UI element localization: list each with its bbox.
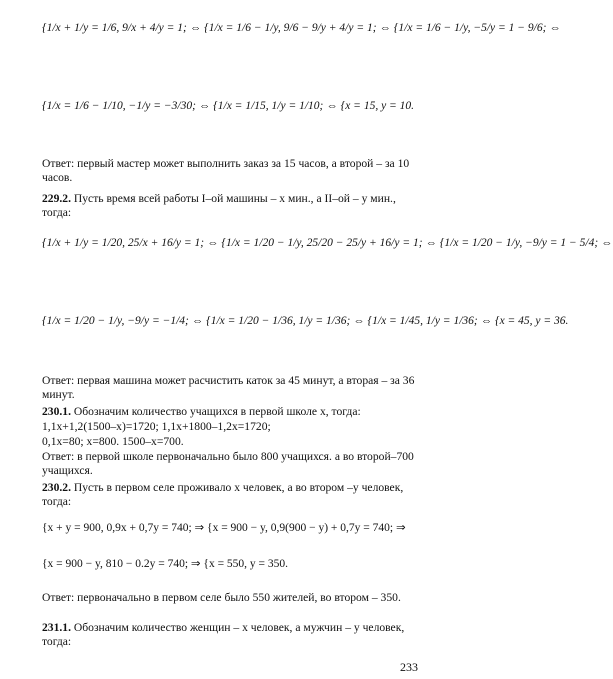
problem-number: 231.1. bbox=[42, 621, 71, 634]
equation-row: {x = 900 − y, 810 − 0.2y = 740; ⇒ {x = 550, y = 350. bbox=[42, 558, 289, 570]
problem-number: 230.2. bbox=[42, 481, 71, 494]
problem-text: Обозначим количество женщин – x человек, а мужчин – y человек, тогда: bbox=[42, 621, 405, 648]
answer-229-2: Ответ: первая машина может расчистить каток за 45 минут, а вторая – за 36 минут. bbox=[42, 374, 415, 401]
equation-row: {1/x + 1/y = 1/20, 25/x + 16/y = 1; ⇔ {1/x = 1/20 − 1/y, 25/20 − 25/y + 16/y = 1; ⇔ {1/x = 1/20 − 1/y, −9/y = 1 − 5/4; ⇔ bbox=[42, 237, 613, 249]
calculation-line: 1,1x+1,2(1500–x)=1720; 1,1x+1800–1,2x=1720; bbox=[42, 420, 271, 433]
problem-231-1 bbox=[42, 621, 420, 649]
problem-text: Обозначим количество учащихся в первой школе x, тогда: bbox=[73, 405, 361, 418]
answer-230-1: Ответ: в первой школе первоначально было 800 учащихся. а во второй–700 учащихся. bbox=[42, 450, 414, 477]
answer-229-1: Ответ: первый мастер может выполнить заказ за 15 часов, а второй – за 10 часов. bbox=[42, 157, 410, 184]
problem-230-2 bbox=[42, 481, 420, 509]
problem-number: 229.2. bbox=[42, 192, 71, 205]
problem-text: Пусть время всей работы I–ой машины – x мин., а II–ой – y мин., тогда: bbox=[42, 192, 396, 219]
problem-text: Пусть в первом селе проживало x человек, а во втором –y человек, тогда: bbox=[42, 481, 404, 508]
problem-229-2 bbox=[42, 192, 420, 220]
calculation-line: 0,1x=80; x=800. 1500–x=700. bbox=[42, 435, 184, 448]
answer-230-2: Ответ: первоначально в первом селе было 550 жителей, во втором – 350. bbox=[42, 591, 401, 604]
equation-row: {x + y = 900, 0,9x + 0,7y = 740; ⇒ {x = 900 − y, 0,9(900 − y) + 0,7y = 740; ⇒ bbox=[42, 522, 406, 534]
problem-number: 230.1. bbox=[42, 405, 71, 418]
equation-row: {1/x = 1/20 − 1/y, −9/y = −1/4; ⇔ {1/x = 1/20 − 1/36, 1/y = 1/36; ⇔ {1/x = 1/45, 1/y = 1/36; ⇔ {x = 45, y = 36. bbox=[42, 315, 569, 327]
equation-row: {1/x = 1/6 − 1/10, −1/y = −3/30; ⇔ {1/x = 1/15, 1/y = 1/10; ⇔ {x = 15, y = 10. bbox=[42, 100, 415, 112]
problem-230-1 bbox=[42, 405, 420, 419]
equation-row: {1/x + 1/y = 1/6, 9/x + 4/y = 1; ⇔ {1/x = 1/6 − 1/y, 9/6 − 9/y + 4/y = 1; ⇔ {1/x = 1/6 − 1/y, −5/y = 1 − 9/6; ⇔ bbox=[42, 22, 561, 34]
page-number: 233 bbox=[400, 660, 418, 674]
